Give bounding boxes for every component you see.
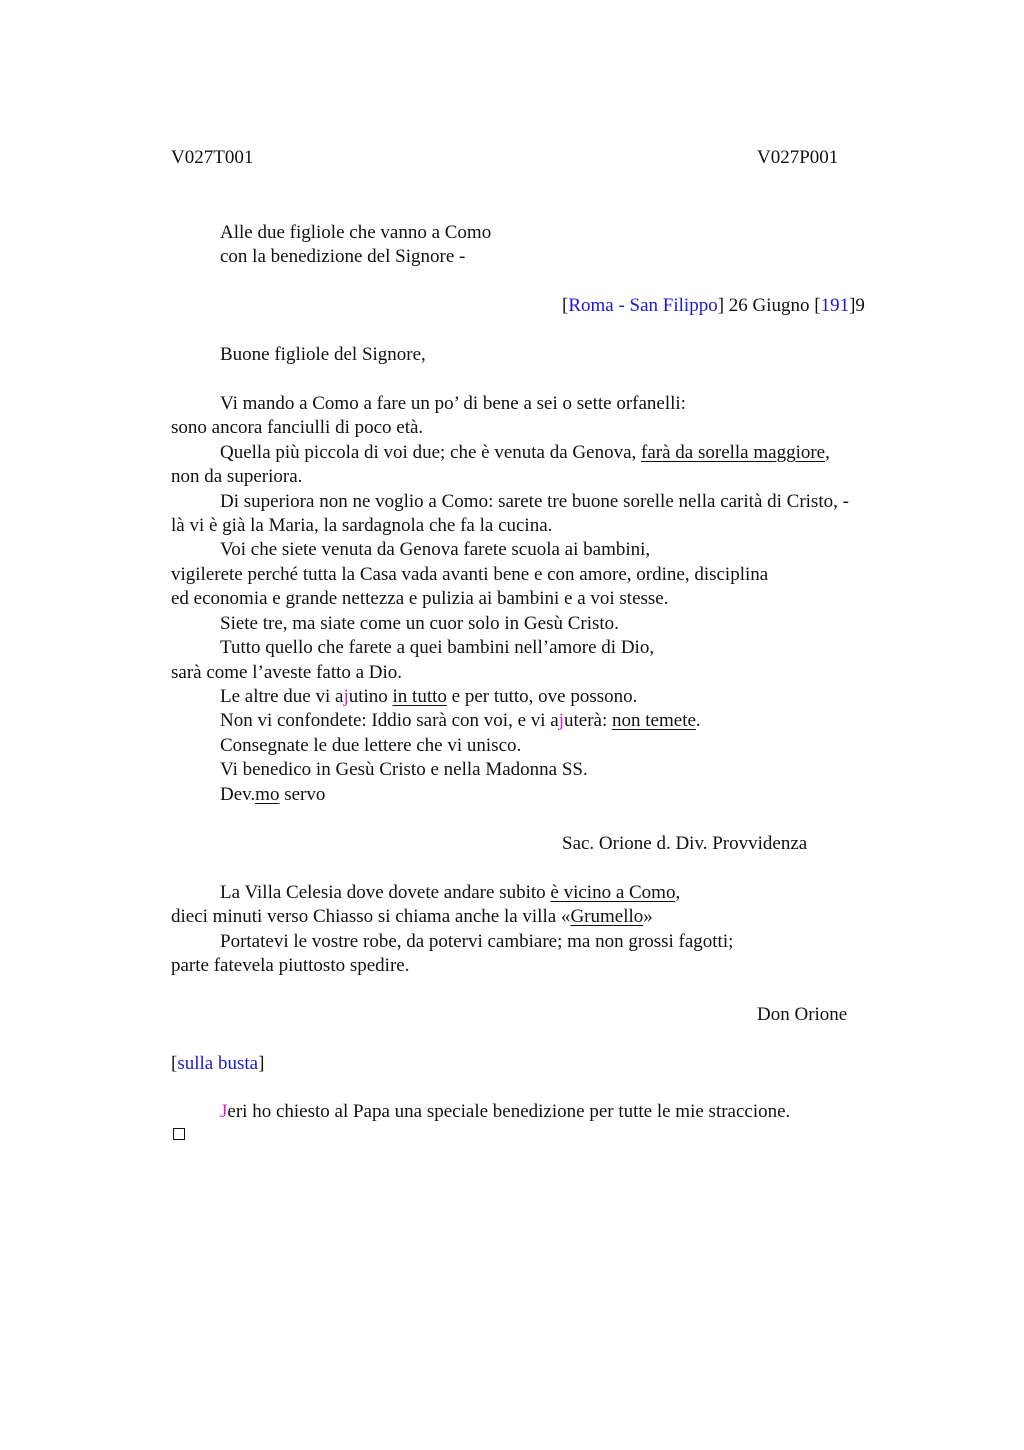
postscript-line-1-text: La Villa Celesia dove dovete andare subito [220,882,551,903]
body-line-13-text: Le altre due vi a [220,686,344,707]
dateline-year-part: 191 [820,295,850,316]
body-line-14-text-2: uterà: [564,710,613,731]
body-line-6: là vi è già la Maria, la sardagnola che fa la cucina. [171,515,553,536]
salutation: Buone figliole del Signore, [220,344,426,365]
postscript-line-1 [220,881,680,905]
body-line-8: vigilerete perché tutta la Casa vada avanti bene e con amore, ordine, disciplina [171,564,769,585]
body-line-4: non da superiora. [171,466,303,487]
envelope-bracket-close: ] [258,1053,265,1074]
underlined-name: Grumello [570,906,644,927]
dedication-line-2: con la benedizione del Signore - [220,246,466,267]
end-square-icon [173,1128,185,1140]
envelope-note-text: eri ho chiesto al Papa una speciale benedizione per tutte le mie straccione. [227,1101,791,1122]
envelope-label-text: sulla busta [177,1053,259,1074]
dedication-line-1: Alle due figliole che vanno a Como [220,222,492,243]
postscript-line-2 [171,905,653,929]
dateline-bracket-close: ]9 [849,295,865,316]
dateline-bracket-open: [ [562,295,569,316]
body-line-13-end: e per tutto, ove possono. [446,686,638,707]
body-line-9: ed economia e grande nettezza e pulizia ai bambini e a voi stesse. [171,588,669,609]
body-line-2: sono ancora fanciulli di poco età. [171,417,424,438]
envelope-label [171,1052,264,1076]
body-line-14-text: Non vi confondete: Iddio sarà con voi, e vi a [220,710,559,731]
variant-letter: j [343,686,349,707]
envelope-note [220,1100,790,1124]
underlined-phrase: è vicino a Como [550,882,676,903]
postscript-line-4: parte fatevela piuttosto spedire. [171,955,410,976]
closing-line [220,783,325,807]
document-code-right: V027P001 [757,147,839,168]
postscript-line-2-end: » [643,906,653,927]
body-line-16: Vi benedico in Gesù Cristo e nella Madonna SS. [220,759,588,780]
body-line-15: Consegnate le due lettere che vi unisco. [220,735,522,756]
postscript-line-2-text: dieci minuti verso Chiasso si chiama anche la villa « [171,906,571,927]
body-line-1: Vi mando a Como a fare un po’ di bene a sei o sette orfanelli: [220,393,686,414]
body-line-3-text: Quella più piccola di voi due; che è venuta da Genova, [220,442,642,463]
signature-2: Don Orione [757,1004,848,1025]
body-line-12: sarà come l’aveste fatto a Dio. [171,662,403,683]
closing-text-end: servo [279,784,326,805]
document-code-left: V027T001 [171,147,254,168]
dateline-date: ] 26 Giugno [ [717,295,821,316]
body-line-5: Di superiora non ne voglio a Como: sarete tre buone sorelle nella carità di Cristo, - [220,491,849,512]
signature-1: Sac. Orione d. Div. Provvidenza [562,833,808,854]
dateline [562,294,865,318]
body-line-7: Voi che siete venuta da Genova farete scuola ai bambini, [220,539,651,560]
body-line-13-text-2: utino [348,686,393,707]
body-line-3 [220,441,830,465]
dateline-place: Roma - San Filippo [568,295,718,316]
closing-text: Dev. [220,784,256,805]
underlined-phrase: in tutto [392,686,447,707]
postscript-line-1-end: , [675,882,681,903]
variant-letter: J [220,1101,228,1122]
body-line-3-end: , [825,442,830,463]
postscript-line-3: Portatevi le vostre robe, da potervi cambiare; ma non grossi fagotti; [220,931,734,952]
body-line-13 [220,685,637,709]
envelope-bracket-open: [ [171,1053,178,1074]
body-line-10: Siete tre, ma siate come un cuor solo in Gesù Cristo. [220,613,619,634]
body-line-11: Tutto quello che farete a quei bambini nell’amore di Dio, [220,637,655,658]
underlined-phrase: farà da sorella maggiore [641,442,826,463]
variant-letter: j [558,710,565,731]
underlined-abbreviation: mo [255,784,280,805]
body-line-14 [220,709,701,733]
underlined-phrase: non temete [612,710,696,731]
body-line-14-end: . [695,710,701,731]
